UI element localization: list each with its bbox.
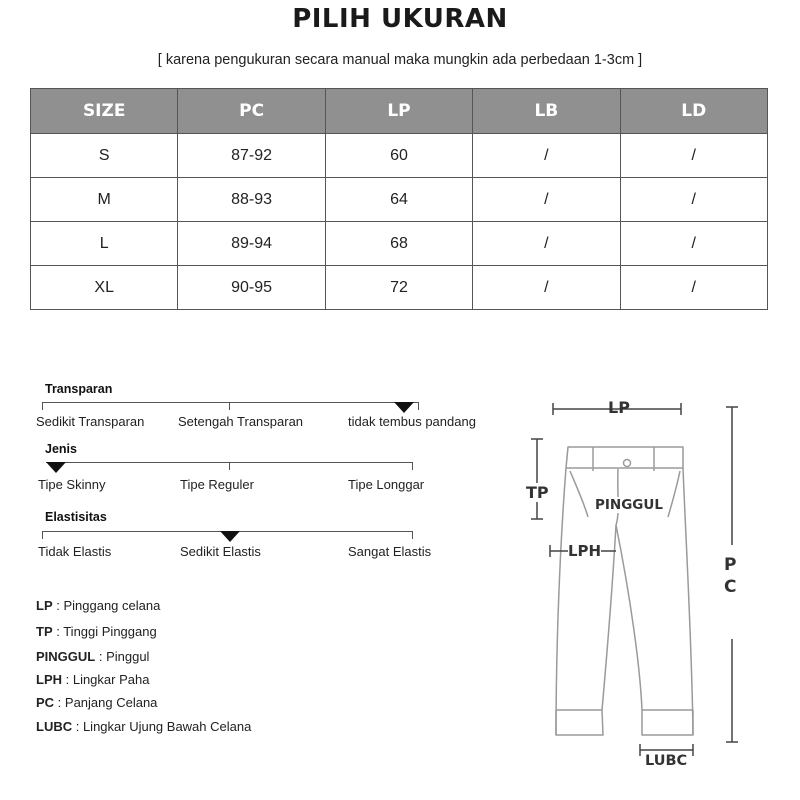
diagram-label-pc-p: P [724,555,737,575]
selected-marker-icon [46,462,66,473]
scale-tick [418,402,419,410]
legend-abbr: TP [36,624,53,639]
table-cell: / [620,178,767,222]
table-cell: / [473,178,620,222]
legend-item [36,695,157,710]
scale-title: Jenis [45,442,77,456]
legend-desc: : Panjang Celana [54,695,158,710]
legend-item [36,649,149,664]
table-row [31,178,768,222]
table-cell: 89-94 [178,222,325,266]
scale-label: Sedikit Transparan [36,414,145,429]
table-cell: M [31,178,178,222]
table-cell: / [473,222,620,266]
legend-abbr: PINGGUL [36,649,96,664]
table-cell: 64 [325,178,472,222]
table-cell: / [620,266,767,310]
table-cell: / [620,134,767,178]
legend-abbr: LPH [36,672,62,687]
diagram-label-pinggul: PINGGUL [595,497,663,513]
size-table [30,88,768,310]
table-cell: / [473,266,620,310]
pants-measurement-diagram [490,395,790,785]
scale-title: Elastisitas [45,510,107,524]
scale-label: Tipe Longgar [348,477,425,492]
scale-label: Tipe Reguler [180,477,254,492]
table-row [31,134,768,178]
table-cell: / [473,134,620,178]
diagram-label-pc-c: C [724,577,737,597]
scale-line [42,402,418,403]
scale-tick [42,402,43,410]
scale-label: Sangat Elastis [348,544,432,559]
legend-desc: : Pinggang celana [52,598,161,613]
legend-abbr: LP [36,598,53,613]
scale-tick [412,462,413,470]
legend-desc: : Lingkar Ujung Bawah Celana [72,719,252,734]
selected-marker-icon [220,531,240,542]
scale-label: Sedikit Elastis [180,544,261,559]
table-cell: 87-92 [178,134,325,178]
table-cell: L [31,222,178,266]
scale-label: Tipe Skinny [38,477,106,492]
legend-desc: : Lingkar Paha [62,672,150,687]
table-cell: 88-93 [178,178,325,222]
scale-tick [229,402,230,410]
table-row [31,222,768,266]
legend-item [36,624,157,639]
legend-item [36,598,160,613]
diagram-label-tp: TP [526,483,549,502]
scale-tick [412,531,413,539]
header-lb: LB [473,89,620,134]
legend-desc: : Pinggul [95,649,150,664]
scale-label: Setengah Transparan [178,414,304,429]
table-row [31,266,768,310]
legend-item [36,672,149,687]
scale-tick [42,531,43,539]
pants-illustration [490,395,790,780]
page-title: PILIH UKURAN [292,4,508,34]
measurement-note: [ karena pengukuran secara manual maka mungkin ada perbedaan 1-3cm ] [157,52,643,68]
table-cell: 68 [325,222,472,266]
diagram-label-lp: LP [608,398,630,417]
header-ld: LD [620,89,767,134]
diagram-label-lubc: LUBC [645,753,688,769]
header-pc: PC [178,89,325,134]
legend-abbr: PC [36,695,55,710]
scale-label: tidak tembus pandang [348,414,476,429]
table-cell: 90-95 [178,266,325,310]
table-cell: 60 [325,134,472,178]
scale-tick [229,462,230,470]
table-header-row [31,89,768,134]
selected-marker-icon [394,402,414,413]
table-cell: / [620,222,767,266]
legend-desc: : Tinggi Pinggang [52,624,157,639]
table-cell: 72 [325,266,472,310]
scale-title: Transparan [45,382,113,396]
table-cell: XL [31,266,178,310]
header-size: SIZE [31,89,178,134]
scale-label: Tidak Elastis [38,544,112,559]
legend-abbr: LUBC [36,719,73,734]
legend-item [36,719,251,734]
diagram-label-lph: LPH [568,542,602,560]
table-cell: S [31,134,178,178]
header-lp: LP [325,89,472,134]
